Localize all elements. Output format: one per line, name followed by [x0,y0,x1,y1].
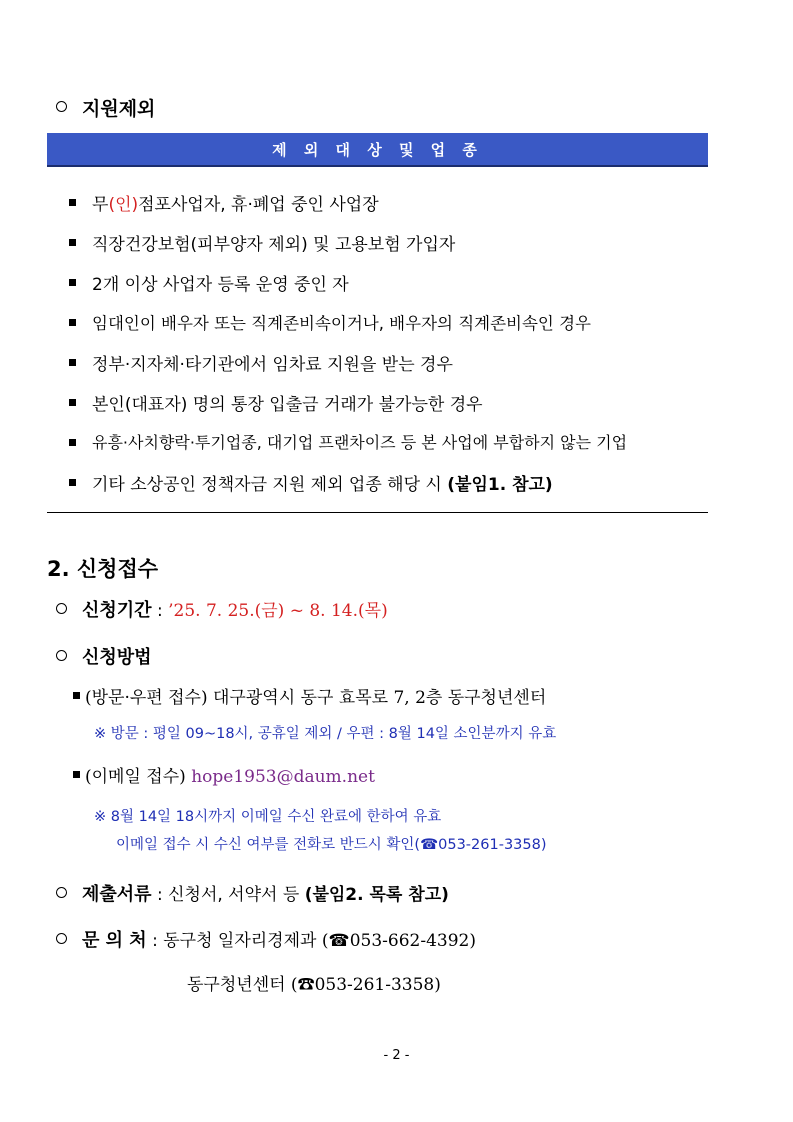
page-number: - 2 - [383,1048,410,1063]
contact-label: 문 의 처 [82,930,147,951]
exclusion-item-5: 정부·지자체·타기관에서 임차료 지원을 받는 경우 [92,355,453,375]
method-email-prefix: (이메일 접수) [85,767,192,787]
heading-marker-icon [56,887,67,898]
contact-line2-phone: 053-261-3358) [314,975,441,995]
exclusion-table-header [47,133,708,167]
exclusion-item-8-text: 기타 소상공인 정책자금 지원 제외 업종 해당 시 [92,475,448,495]
exclusion-item-8-ref: (붙임1. 참고) [447,475,553,495]
documents-ref: (붙임2. 목록 참고) [304,885,449,905]
phone-icon: ☎ [297,975,315,995]
heading-marker-icon [56,650,67,661]
period-row [82,596,388,622]
contact-line1-phone: 053-662-4392) [349,931,476,951]
exclusion-item-1-highlight: (인) [108,195,139,215]
method-email-note-1: ※ 8월 14일 18시까지 이메일 수신 완료에 한하여 유효 [94,809,442,825]
exclusion-heading: 지원제외 [82,98,156,120]
documents-sep: : [151,885,169,905]
exclusion-item-6: 본인(대표자) 명의 통장 입출금 거래가 불가능한 경우 [92,395,483,415]
exclusion-item-1-post: 점포사업자, 휴·폐업 중인 사업장 [138,195,379,215]
exclusion-bottom-rule [47,512,708,513]
contact-line2-org: 동구청년센터 ( [187,975,298,995]
method-email-note-2-text: 이메일 접수 시 수신 여부를 전화로 반드시 확인( [116,837,421,853]
documents-row [82,880,449,906]
bullet-icon [69,239,76,246]
heading-marker-icon [56,933,67,944]
period-sep: : [151,601,169,621]
bullet-icon [69,319,76,326]
exclusion-item-7: 유흥·사치향락·투기업종, 대기업 프랜차이즈 등 본 사업에 부합하지 않는 기업 [92,433,628,452]
section-title: 2. 신청접수 [47,557,159,581]
method-label: 신청방법 [82,647,152,668]
bullet-icon [69,279,76,286]
bullet-icon [69,439,76,446]
method-visit: (방문·우편 접수) 대구광역시 동구 효목로 7, 2층 동구청년센터 [85,688,547,708]
bullet-icon [69,199,76,206]
contact-line1-org: 동구청 일자리경제과 ( [163,931,329,951]
exclusion-item-1-pre: 무 [92,195,109,215]
phone-icon: ☎ [328,931,350,951]
method-email [85,762,375,787]
bullet-icon [73,771,80,778]
exclusion-item-2: 직장건강보험(피부양자 제외) 및 고용보험 가입자 [92,235,456,255]
exclusion-item-1 [92,190,379,215]
phone-icon: ☎ [420,837,439,853]
heading-marker-icon [56,603,67,614]
bullet-icon [73,692,80,699]
bullet-icon [69,479,76,486]
bullet-icon [69,399,76,406]
exclusion-item-4: 임대인이 배우자 또는 직계존비속이거나, 배우자의 직계존비속인 경우 [92,314,591,333]
contact-line2 [187,970,441,995]
documents-value: 신청서, 서약서 등 [168,885,305,905]
period-label: 신청기간 [82,600,152,621]
contact-sep: : [146,931,164,951]
method-email-note-2-phone: 053-261-3358) [438,837,547,853]
exclusion-item-3: 2개 이상 사업자 등록 운영 중인 자 [92,275,349,295]
method-email-note-2 [116,833,547,854]
contact-row [82,926,476,952]
exclusion-item-8 [92,470,553,495]
bullet-icon [69,359,76,366]
period-value: ’25. 7. 25.(금) ~ 8. 14.(목) [168,601,388,621]
email-address-link[interactable]: hope1953@daum.net [191,767,375,787]
documents-label: 제출서류 [82,884,152,905]
exclusion-table-title: 제 외 대 상 및 업 종 [272,141,483,159]
method-visit-note: ※ 방문 : 평일 09~18시, 공휴일 제외 / 우편 : 8월 14일 소인분까지 유효 [94,726,557,742]
heading-marker-icon [56,101,67,112]
